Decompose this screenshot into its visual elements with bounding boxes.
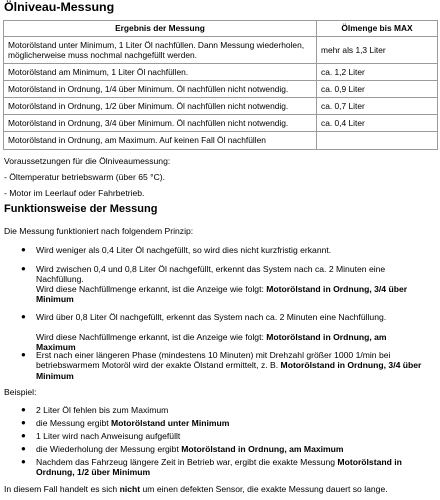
bullet-icon: ● <box>21 312 26 321</box>
note-status: Motorölstand in Ordnung, 3/4 über Minimum <box>36 284 408 305</box>
note-text: Wird diese Nachfüllmenge erkannt, ist die Anzeige wie folgt: <box>36 284 267 294</box>
header-amount: Ölmenge bis MAX <box>317 21 438 37</box>
cell-result: Motorölstand in Ordnung, am Maximum. Auf keinen Fall Öl nachfüllen <box>4 132 317 150</box>
example-text: die Wiederholung der Messung ergibt <box>36 444 182 454</box>
header-result: Ergebnis der Messung <box>4 21 317 37</box>
bullet-icon: ● <box>21 405 26 414</box>
footer-emphasis: nicht <box>119 484 141 494</box>
cell-amount: ca. 1,2 Liter <box>317 64 438 81</box>
bullet-status: Motorölstand in Ordnung, 3/4 über Minimum <box>36 360 422 381</box>
bullet-icon: ● <box>21 245 26 254</box>
cell-result: Motorölstand am Minimum, 1 Liter Öl nachfüllen. <box>4 64 317 81</box>
prerequisite-item: - Öltemperatur betriebswarm (über 65 °C). <box>4 172 166 182</box>
example-item-5 <box>36 457 432 478</box>
table-row <box>4 37 438 64</box>
cell-amount: ca. 0,7 Liter <box>317 98 438 115</box>
function-bullet-2: Wird zwischen 0,4 und 0,8 Liter Öl nachgefüllt, erkennt das System nach ca. 2 Minuten eine Nachfüllung. <box>36 264 386 285</box>
cell-result: Motorölstand in Ordnung, 3/4 über Minimum. Öl nachfüllen nicht notwendig. <box>4 115 317 132</box>
example-text: die Messung ergibt <box>36 418 111 428</box>
section-heading-function: Funktionsweise der Messung <box>4 203 158 215</box>
function-bullet-2-note <box>36 284 428 305</box>
table-row <box>4 132 438 150</box>
example-status: Motorölstand in Ordnung, 1/2 über Minimum <box>36 457 402 478</box>
cell-amount: ca. 0,4 Liter <box>317 115 438 132</box>
example-item-3: 1 Liter wird nach Anweisung aufgefüllt <box>36 431 181 441</box>
cell-amount <box>317 132 438 150</box>
bullet-icon: ● <box>21 418 26 427</box>
bullet-icon: ● <box>21 444 26 453</box>
page-title: Ölniveau-Messung <box>4 0 115 14</box>
footer-text: um einen defekten Sensor, die exakte Messung dauert so lange. <box>140 484 388 494</box>
cell-result: Motorölstand unter Minimum, 1 Liter Öl nachfüllen. Dann Messung wiederholen, möglicherweise muss nochmal nachgefüllt werden. <box>4 37 317 64</box>
cell-result: Motorölstand in Ordnung, 1/4 über Minimum. Öl nachfüllen nicht notwendig. <box>4 81 317 98</box>
example-text: Nachdem das Fahrzeug längere Zeit in Betrieb war, ergibt die exakte Messung <box>36 457 338 467</box>
footer-note <box>4 484 388 494</box>
example-status: Motorölstand in Ordnung, am Maximum <box>181 444 344 454</box>
example-item-1: 2 Liter Öl fehlen bis zum Maximum <box>36 405 169 415</box>
example-label: Beispiel: <box>4 387 37 397</box>
example-item-2 <box>36 418 432 428</box>
footer-text: In diesem Fall handelt es sich <box>4 484 120 494</box>
table-row <box>4 98 438 115</box>
function-intro: Die Messung funktioniert nach folgendem Prinzip: <box>4 226 194 236</box>
table-row <box>4 81 438 98</box>
note-text: Wird diese Nachfüllmenge erkannt, ist die Anzeige wie folgt: <box>36 332 267 342</box>
bullet-icon: ● <box>21 457 26 466</box>
bullet-icon: ● <box>21 350 26 359</box>
bullet-icon: ● <box>21 431 26 440</box>
example-item-4 <box>36 444 432 454</box>
note-status: Motorölstand in Ordnung, am Maximum <box>36 332 387 353</box>
oil-level-table <box>3 20 438 150</box>
prerequisite-item: - Motor im Leerlauf oder Fahrbetrieb. <box>4 188 145 198</box>
cell-result: Motorölstand in Ordnung, 1/2 über Minimum. Öl nachfüllen nicht notwendig. <box>4 98 317 115</box>
table-row <box>4 115 438 132</box>
function-bullet-4 <box>36 350 432 381</box>
bullet-text: Erst nach einer längeren Phase (mindestens 10 Minuten) mit Drehzahl größer 1000 1/min bei betriebswarmem Motoröl wird der exakte Ölstand ermittelt, z. B. <box>36 350 391 371</box>
prerequisites-intro: Voraussetzungen für die Ölniveaumessung: <box>4 156 171 166</box>
bullet-icon: ● <box>21 264 26 273</box>
table-header-row <box>4 21 438 37</box>
function-bullet-3: Wird über 0,8 Liter Öl nachgefüllt, erkennt das System nach ca. 2 Minuten eine Nachfüllung. <box>36 312 387 322</box>
example-status: Motorölstand unter Minimum <box>111 418 230 428</box>
function-bullet-1: Wird weniger als 0,4 Liter Öl nachgefüllt, so wird dies nicht kurzfristig erkannt. <box>36 245 332 255</box>
cell-amount: ca. 0,9 Liter <box>317 81 438 98</box>
cell-amount: mehr als 1,3 Liter <box>317 37 438 64</box>
table-row <box>4 64 438 81</box>
